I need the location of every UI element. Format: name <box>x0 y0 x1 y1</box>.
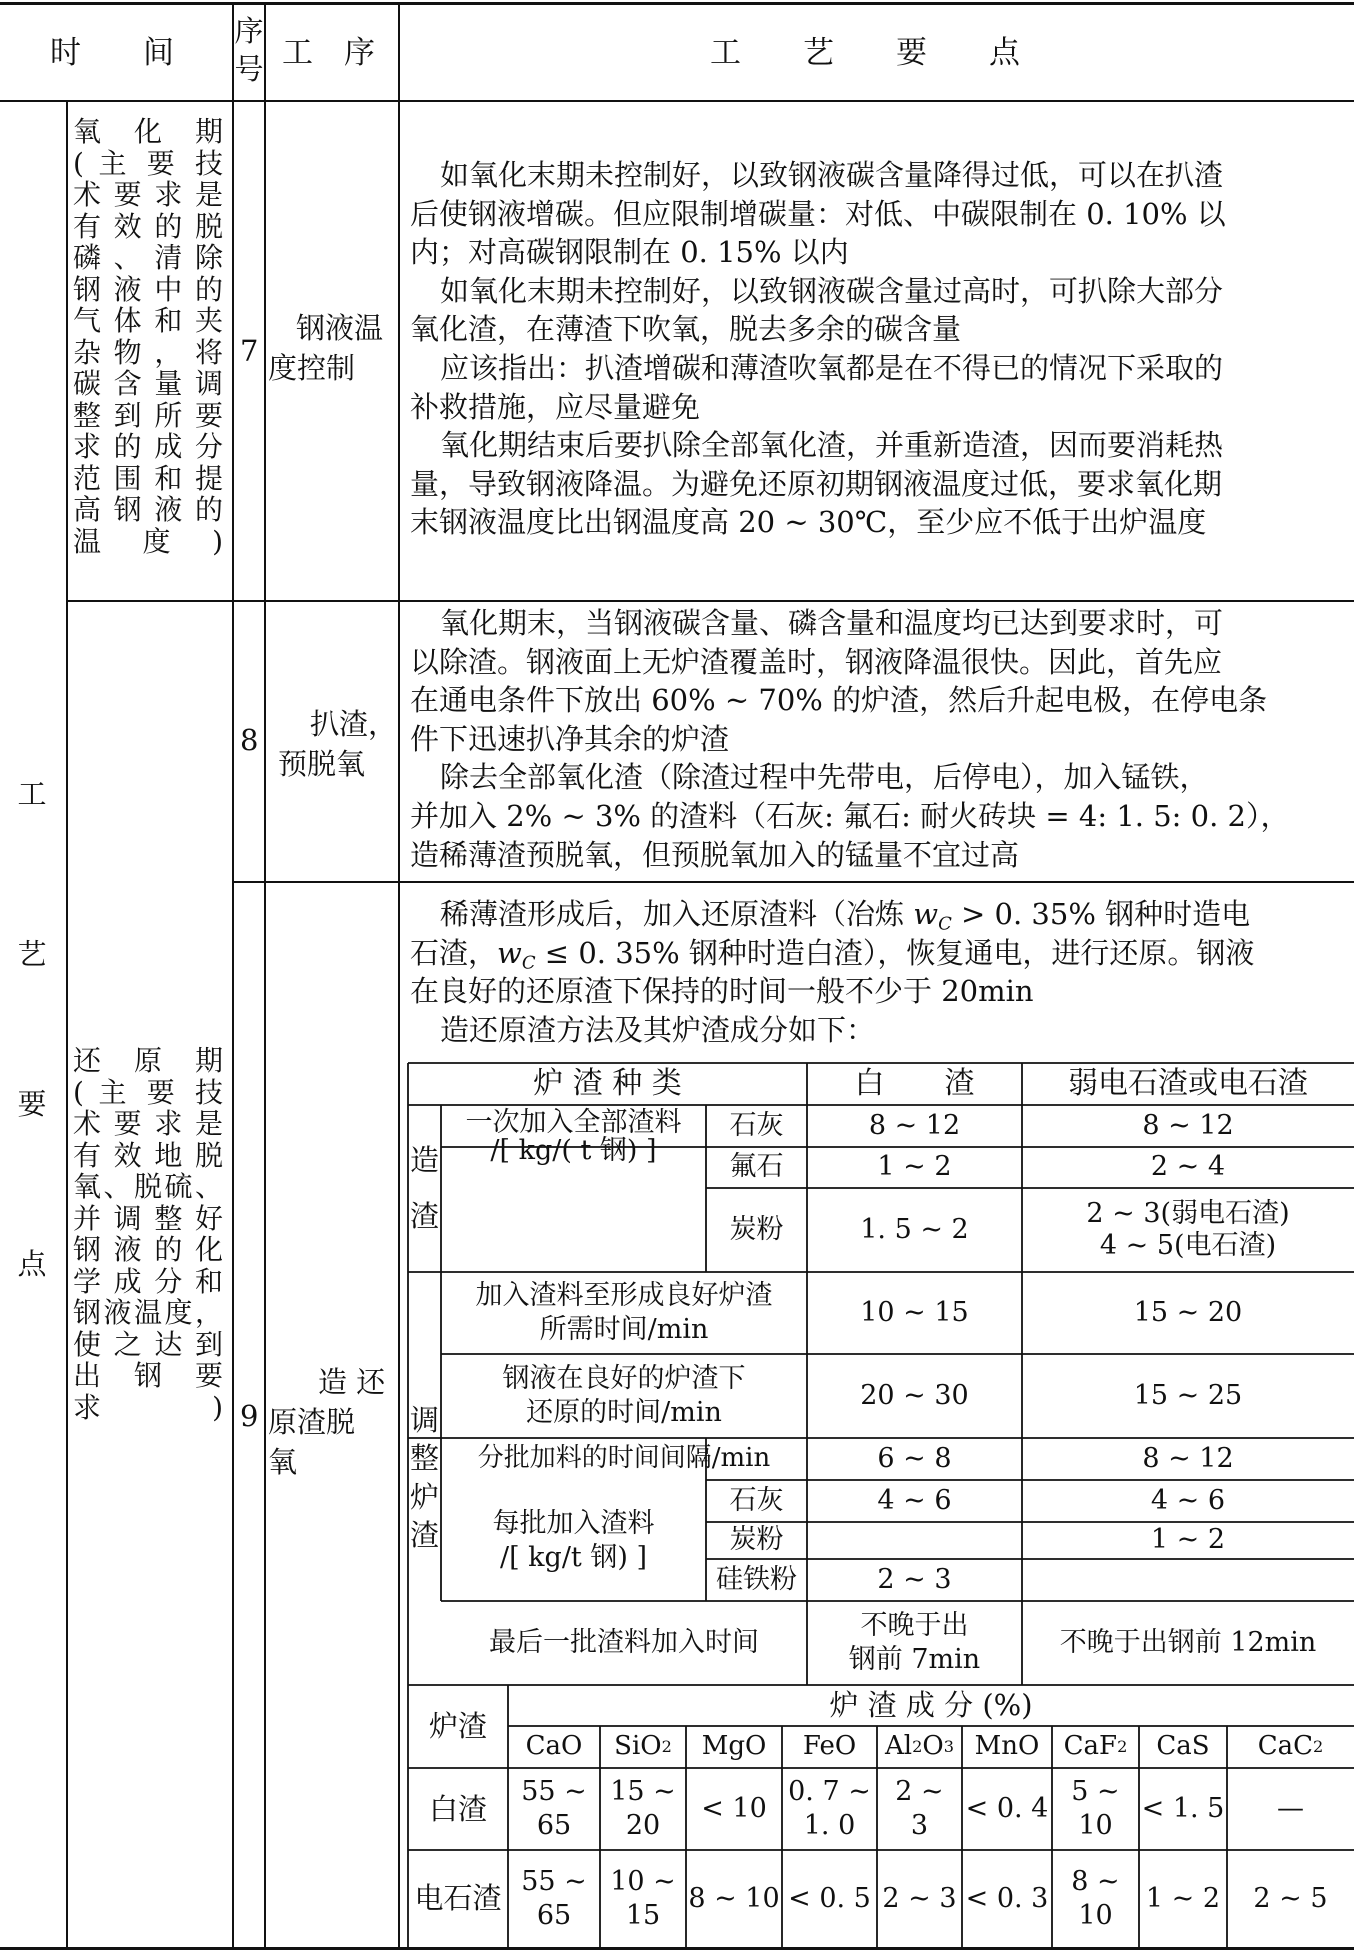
comp-white-value-line: < 0. 4 <box>965 1793 1049 1825</box>
reduce-time-label-line: 钢液在良好的炉渣下 <box>502 1363 746 1395</box>
stage-line: 温度) <box>73 524 223 558</box>
make-slag-label <box>408 1105 441 1272</box>
carbide-slag-header-line: 弱电石渣或电石渣 <box>1068 1066 1308 1102</box>
process-line: 预脱氧 <box>278 747 366 781</box>
stage-line: 出 钢 要 <box>73 1359 223 1392</box>
batch-fesi-label <box>706 1559 807 1601</box>
adjust-slag-label-line: 渣 <box>409 1517 439 1552</box>
adjust-slag-label-line: 整 <box>409 1441 439 1476</box>
batch-lime-carbide-line: 4 ~ 6 <box>1150 1484 1226 1516</box>
comp-carbide-value-line: 55 ~ <box>521 1865 587 1897</box>
process-line: 扒渣， <box>310 707 398 741</box>
white-slag-row-label <box>408 1768 508 1850</box>
make-coke-carbide-line: 2 ~ 3(弱电石渣) <box>1086 1197 1290 1229</box>
reduce-time-label <box>441 1354 807 1438</box>
comp-carbide-value <box>686 1850 782 1947</box>
make-fluorite-carbide <box>1022 1147 1354 1188</box>
comp-white-value-line: 2 ~ <box>895 1776 944 1808</box>
stage-line: 高钢液的 <box>73 493 223 526</box>
reduce-time-carbide-line: 15 ~ 25 <box>1133 1379 1243 1411</box>
comp-col-header: Al 2 O 3 <box>885 1731 954 1762</box>
batch-lime-white <box>807 1480 1022 1522</box>
slag-kind-header-line: 炉 渣 种 类 <box>533 1066 682 1102</box>
comp-carbide-value-line: 8 ~ 10 <box>688 1882 780 1914</box>
side-label-char: 要 <box>17 1087 47 1121</box>
stage-line: 磷、清除 <box>73 241 223 274</box>
carbide-slag-row-label-line: 电石渣 <box>414 1881 502 1916</box>
batch-lime-label-line: 石灰 <box>729 1484 784 1516</box>
comp-white-value <box>782 1768 877 1850</box>
comp-white-value-line: < 1. 5 <box>1141 1793 1225 1825</box>
reduce-time-white <box>807 1354 1022 1438</box>
coke-label <box>706 1188 807 1272</box>
comp-carbide-value-line: 10 ~ <box>610 1865 676 1897</box>
comp-carbide-value-line: < 0. 3 <box>965 1882 1049 1914</box>
comp-title <box>508 1685 1354 1726</box>
seq-8: 8 <box>240 723 259 757</box>
stage-line: 学成分和 <box>73 1264 223 1298</box>
form-time-label-line: 加入渣料至形成良好炉渣 <box>475 1280 773 1312</box>
comp-white-value-line: 1. 0 <box>803 1810 856 1841</box>
header-process: 工 序 <box>282 35 375 71</box>
stage-line: 有效的脱 <box>73 209 223 243</box>
comp-white-value <box>686 1768 782 1850</box>
comp-col-header: MgO <box>701 1731 767 1762</box>
stage-line: 钢液的化 <box>73 1233 223 1266</box>
stage-line: 气体和夹 <box>73 304 223 337</box>
first-add-label-line: 一次加入全部渣料 <box>465 1107 682 1138</box>
batch-coke-carbide-line: 1 ~ 2 <box>1150 1524 1226 1556</box>
make-lime-white <box>807 1105 1022 1147</box>
first-add-label <box>441 1105 706 1188</box>
stage-line: 范围和提 <box>73 461 223 495</box>
points-line: 氧化渣，在薄渣下吹氧，脱去多余的碳含量 <box>410 312 962 347</box>
comp-col-header: CaF 2 <box>1063 1731 1128 1762</box>
points-line: 在通电条件下放出 60% ~ 70% 的炉渣，然后升起电极，在停电条 <box>410 683 1268 718</box>
stage-line: ( 主 要 技 <box>73 1075 223 1109</box>
stage-line: 使之达到 <box>73 1327 223 1361</box>
batch-fesi-white <box>807 1559 1022 1601</box>
side-label-char: 艺 <box>17 937 47 971</box>
stage-line: 求) <box>73 1390 223 1424</box>
adjust-slag-label-line: 炉 <box>409 1479 439 1514</box>
make-coke-white <box>807 1188 1022 1272</box>
comp-slag-label-line: 炉渣 <box>428 1709 487 1744</box>
fluorite-label-line: 氟石 <box>729 1151 784 1183</box>
points-line: 件下迅速扒净其余的炉渣 <box>410 721 730 756</box>
points-line: 除去全部氧化渣（除渣过程中先带电，后停电），加入锰铁， <box>440 760 1209 795</box>
make-fluorite-white <box>807 1147 1022 1188</box>
make-lime-white-line: 8 ~ 12 <box>868 1109 961 1141</box>
stage-line: 钢液中的 <box>73 272 223 306</box>
header-time: 时 间 <box>50 35 174 71</box>
batch-fesi-label-line: 硅铁粉 <box>716 1563 797 1595</box>
stage-line: 求的成分 <box>73 430 223 463</box>
white-slag-header-line: 白 渣 <box>854 1066 975 1102</box>
interval-white <box>807 1438 1022 1480</box>
points-line: 稀薄渣形成后，加入还原渣料（冶炼 $w_C > 0$. 35% 钢种时造电 <box>440 897 1251 935</box>
last-batch-carbide-line: 不晚于出钢前 12min <box>1059 1626 1317 1658</box>
batch-label-line: 每批加入渣料 <box>492 1507 655 1539</box>
process-line: 度控制 <box>268 351 356 385</box>
batch-coke-label <box>706 1522 807 1559</box>
stage-line: 钢液温度， <box>73 1296 223 1329</box>
lime-label <box>706 1105 807 1147</box>
points-line: 在良好的还原渣下保持的时间一般不少于 20min <box>410 974 1034 1009</box>
white-slag-row-label-line: 白渣 <box>428 1791 487 1826</box>
interval-label <box>441 1438 807 1480</box>
points-line: 末钢液温度比出钢温度高 20 ~ 30℃，至少应不低于出炉温度 <box>410 505 1207 540</box>
fluorite-label <box>706 1147 807 1188</box>
make-slag-label-line: 造 <box>409 1143 439 1178</box>
interval-white-line: 6 ~ 8 <box>877 1442 952 1474</box>
batch-coke-label-line: 炭粉 <box>729 1524 784 1556</box>
reduce-time-carbide <box>1022 1354 1354 1438</box>
comp-white-value <box>1052 1768 1139 1850</box>
batch-label-line: /[ kg/t 钢) ] <box>499 1541 648 1573</box>
side-label-char: 工 <box>17 777 47 811</box>
points-line: 补救措施，应尽量避免 <box>410 389 701 424</box>
form-time-white-line: 10 ~ 15 <box>860 1296 969 1328</box>
comp-col-header: MnO <box>974 1731 1040 1762</box>
last-batch-label <box>441 1601 807 1685</box>
comp-white-value-line: 20 <box>625 1810 661 1841</box>
comp-white-value-line: 65 <box>536 1810 572 1841</box>
stage-line: 氧、脱硫、 <box>73 1170 223 1203</box>
adjust-slag-label <box>408 1354 441 1601</box>
make-coke-white-line: 1. 5 ~ 2 <box>860 1213 969 1245</box>
reduce-time-white-line: 20 ~ 30 <box>860 1379 969 1411</box>
seq-9: 9 <box>240 1399 259 1433</box>
make-fluorite-white-line: 1 ~ 2 <box>877 1151 952 1183</box>
first-add-label-line: /[ kg/( t 钢) ] <box>490 1135 657 1167</box>
carbide-slag-row-label <box>408 1850 508 1947</box>
stage-line: 还 原 期 <box>73 1044 223 1077</box>
make-lime-carbide-line: 8 ~ 12 <box>1142 1109 1234 1141</box>
make-coke-carbide-line: 4 ~ 5(电石渣) <box>1099 1230 1277 1261</box>
points-line: 石渣，$w_C \le 0$. 35% 钢种时造白渣），恢复通电，进行还原。钢液 <box>410 935 1255 973</box>
form-time-label-line: 所需时间/min <box>539 1314 709 1345</box>
form-time-label <box>441 1272 807 1354</box>
points-line: 后使钢液增碳。但应限制增碳量：对低、中碳限制在 0. 10% 以 <box>410 196 1226 231</box>
comp-carbide-value <box>877 1850 962 1947</box>
points-line: 并加入 2% ~ 3% 的渣料（石灰: 氟石: 耐火砖块 = 4: 1. 5: 0. 2）， <box>410 798 1290 833</box>
lime-label-line: 石灰 <box>729 1109 784 1141</box>
batch-lime-label <box>706 1480 807 1522</box>
comp-white-value <box>1227 1768 1354 1850</box>
form-time-carbide <box>1022 1272 1354 1354</box>
comp-carbide-value <box>1139 1850 1227 1947</box>
comp-carbide-value <box>600 1850 686 1947</box>
last-batch-white-line: 不晚于出 <box>860 1610 969 1642</box>
comp-carbide-value-line: 2 ~ 5 <box>1253 1882 1328 1914</box>
comp-carbide-value <box>962 1850 1052 1947</box>
process-line: 造 还 <box>318 1365 386 1399</box>
last-batch-carbide <box>1022 1601 1354 1685</box>
points-line: 内；对高碳钢限制在 0. 15% 以内 <box>410 235 849 270</box>
comp-white-value-line: 3 <box>910 1810 929 1841</box>
points-line: 造稀薄渣预脱氧，但预脱氧加入的锰量不宜过高 <box>410 837 1020 872</box>
stage-line: 碳含量调 <box>73 367 223 400</box>
comp-white-value-line: 15 ~ <box>610 1776 676 1808</box>
make-lime-carbide <box>1022 1105 1354 1147</box>
comp-white-value-line: — <box>1277 1793 1304 1825</box>
comp-white-value <box>962 1768 1052 1850</box>
comp-carbide-value-line: 65 <box>536 1899 572 1931</box>
comp-col-header: CaC 2 <box>1257 1731 1324 1762</box>
last-batch-white-line: 钢前 7min <box>848 1644 981 1675</box>
points-line: 造还原渣方法及其炉渣成分如下： <box>440 1012 876 1047</box>
stage-line: 术要求是 <box>73 1107 223 1140</box>
comp-white-value <box>877 1768 962 1850</box>
comp-carbide-value-line: 15 <box>625 1899 661 1931</box>
stage-line: 整到所要 <box>73 398 223 432</box>
points-line: 量，导致钢液降温。为避免还原初期钢液温度过低，要求氧化期 <box>410 466 1223 501</box>
comp-slag-label <box>408 1685 508 1768</box>
comp-col-header: CaO <box>525 1731 583 1762</box>
comp-white-value <box>1139 1768 1227 1850</box>
slag-kind-header <box>408 1063 807 1105</box>
comp-carbide-value-line: 1 ~ 2 <box>1145 1882 1221 1914</box>
points-line: 氧化期结束后要扒除全部氧化渣，并重新造渣，因而要消耗热 <box>440 428 1224 463</box>
carbide-slag-header <box>1022 1063 1354 1105</box>
interval-carbide-line: 8 ~ 12 <box>1142 1442 1234 1474</box>
stage-line: 术要求是 <box>73 178 223 211</box>
process-line: 钢液温 <box>296 311 384 345</box>
make-slag-label-line: 渣 <box>409 1198 439 1233</box>
stage-line: 氧 化 期 <box>73 115 223 148</box>
comp-white-value-line: 5 ~ <box>1071 1776 1120 1808</box>
form-time-white <box>807 1272 1022 1354</box>
stage-line: 杂物，将 <box>73 335 223 369</box>
comp-white-value-line: 10 <box>1078 1810 1113 1841</box>
seq-7: 7 <box>240 334 259 368</box>
white-slag-header <box>807 1063 1022 1105</box>
points-line: 应该指出：扒渣增碳和薄渣吹氧都是在不得已的情况下采取的 <box>440 350 1224 385</box>
comp-carbide-value <box>782 1850 877 1947</box>
comp-carbide-value <box>1052 1850 1139 1947</box>
batch-lime-carbide <box>1022 1480 1354 1522</box>
points-line: 如氧化末期未控制好，以致钢液碳含量过高时，可扒除大部分 <box>440 273 1224 308</box>
make-fluorite-carbide-line: 2 ~ 4 <box>1150 1151 1226 1183</box>
batch-lime-white-line: 4 ~ 6 <box>877 1484 952 1516</box>
coke-label-line: 炭粉 <box>729 1213 784 1245</box>
process-line: 氧 <box>268 1445 298 1479</box>
process-line: 原渣脱 <box>268 1405 356 1439</box>
batch-coke-carbide <box>1022 1522 1354 1559</box>
reduce-time-label-line: 还原的时间/min <box>526 1397 722 1428</box>
comp-carbide-value-line: < 0. 5 <box>788 1882 871 1914</box>
points-line: 氧化期末，当钢液碳含量、磷含量和温度均已达到要求时，可 <box>440 606 1224 640</box>
form-time-carbide-line: 15 ~ 20 <box>1133 1296 1243 1328</box>
last-batch-label-line: 最后一批渣料加入时间 <box>489 1626 759 1658</box>
comp-white-value <box>600 1768 686 1850</box>
comp-carbide-value <box>508 1850 600 1947</box>
stage-line: 有效地脱 <box>73 1138 223 1172</box>
points-line: 以除渣。钢液面上无炉渣覆盖时，钢液降温很快。因此，首先应 <box>410 644 1223 679</box>
header-seq: 序 号 <box>234 14 264 86</box>
comp-white-value-line: < 10 <box>701 1793 767 1825</box>
comp-white-value-line: 0. 7 ~ <box>788 1776 871 1808</box>
interval-carbide <box>1022 1438 1354 1480</box>
comp-title-line: 炉 渣 成 分 (%) <box>829 1688 1033 1723</box>
comp-col-header: SiO 2 <box>614 1731 672 1762</box>
comp-carbide-value-line: 2 ~ 3 <box>882 1882 957 1914</box>
last-batch-white <box>807 1601 1022 1685</box>
comp-white-value <box>508 1768 600 1850</box>
batch-label <box>441 1480 706 1601</box>
header-points: 工 艺 要 点 <box>710 35 1020 71</box>
side-label-char: 点 <box>17 1247 47 1281</box>
make-coke-carbide <box>1022 1188 1354 1272</box>
points-line: 如氧化末期未控制好，以致钢液碳含量降得过低，可以在扒渣 <box>440 158 1224 192</box>
batch-fesi-white-line: 2 ~ 3 <box>877 1563 952 1595</box>
comp-col-header: CaS <box>1156 1731 1210 1762</box>
comp-carbide-value <box>1227 1850 1354 1947</box>
adjust-slag-label-line: 调 <box>409 1402 439 1437</box>
comp-white-value-line: 55 ~ <box>521 1776 587 1808</box>
comp-carbide-value-line: 8 ~ 10 <box>1071 1865 1120 1931</box>
interval-label-line: 分批加料的时间间隔/min <box>477 1443 771 1474</box>
comp-col-header: FeO <box>802 1731 857 1762</box>
stage-line: ( 主 要 技 <box>73 146 223 180</box>
stage-line: 并调整好 <box>73 1201 223 1235</box>
